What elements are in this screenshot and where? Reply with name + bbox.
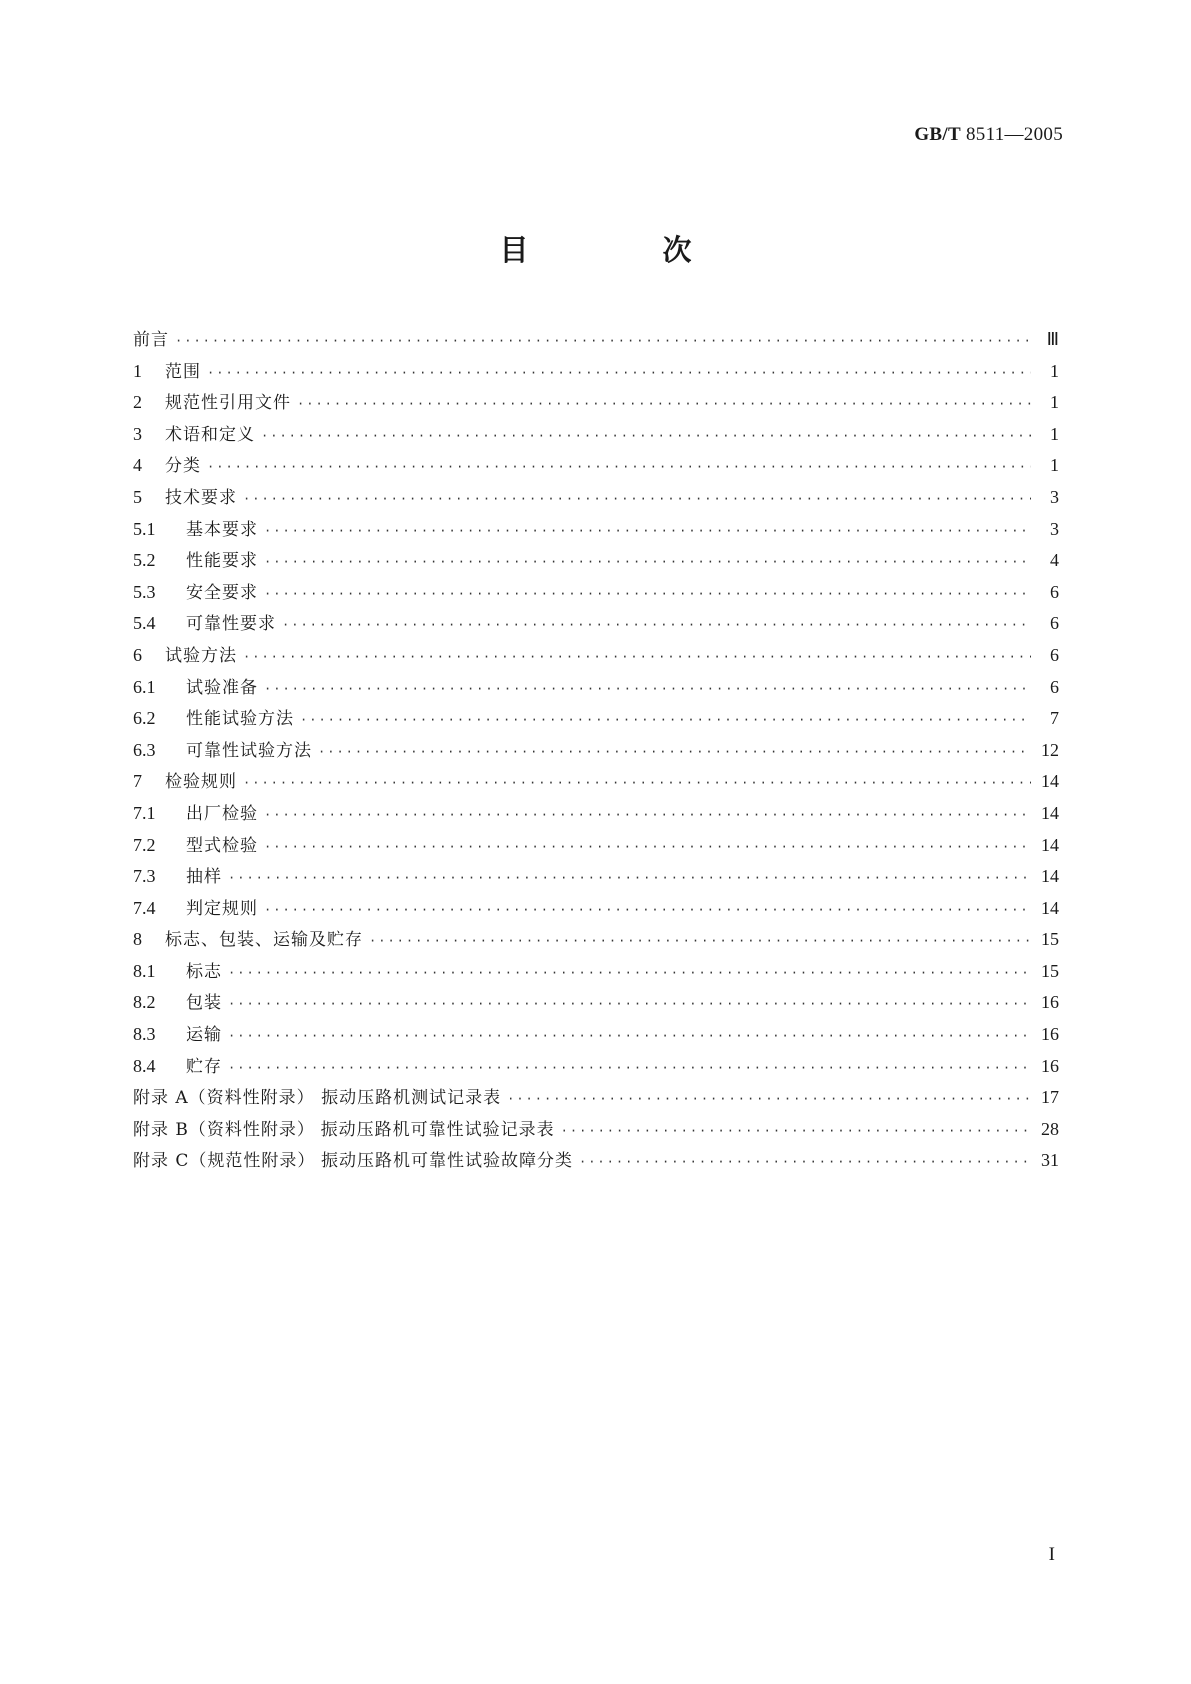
toc-dot-leader (264, 550, 1031, 574)
toc-dot-leader (318, 740, 1031, 764)
toc-entry-page: 1 (1050, 360, 1059, 381)
toc-entry-label: 前言 (133, 330, 169, 350)
toc-entry-appendix-title: 振动压路机可靠性试验记录表 (320, 1119, 555, 1140)
toc-entry-label: 安全要求 (186, 582, 258, 603)
toc-dot-leader (243, 645, 1031, 669)
toc-entry-number: 8.1 (133, 960, 156, 981)
toc-entry[interactable] (133, 485, 1059, 517)
toc-dot-leader (228, 1056, 1031, 1080)
standard-code (914, 124, 1063, 146)
toc-entry-number: 1 (133, 360, 142, 381)
toc-entry-label: 型式检验 (186, 835, 258, 856)
toc-entry-number: 6.1 (133, 676, 156, 697)
toc-entry-number: 5.2 (133, 550, 156, 571)
toc-dot-leader (282, 613, 1031, 637)
toc-entry-page: 14 (1041, 771, 1059, 792)
toc-dot-leader (369, 929, 1031, 953)
toc-entry-number: 5.3 (133, 581, 156, 602)
toc-dot-leader (228, 961, 1031, 985)
toc-entry[interactable] (133, 580, 1059, 612)
toc-entry-page: 16 (1041, 992, 1059, 1013)
toc-entry[interactable] (133, 738, 1059, 770)
toc-dot-leader (228, 866, 1031, 890)
toc-dot-leader (261, 424, 1031, 448)
toc-entry[interactable] (133, 548, 1059, 580)
toc-entry-label: 范围 (165, 361, 201, 382)
toc-entry-page: 14 (1041, 897, 1059, 918)
toc-entry-label: 可靠性试验方法 (186, 740, 312, 761)
toc-entry-label: 分类 (165, 456, 201, 477)
toc-entry-number: 8.4 (133, 1055, 156, 1076)
toc-entry-page: 14 (1041, 802, 1059, 823)
toc-entry[interactable] (133, 327, 1059, 359)
toc-entry-label: 附录 B（资料性附录） (133, 1119, 315, 1140)
toc-entry-appendix-title: 振动压路机可靠性试验故障分类 (320, 1151, 573, 1172)
toc-entry-label: 附录 A（资料性附录） (133, 1088, 315, 1109)
toc-entry-page: 16 (1041, 1024, 1059, 1045)
toc-entry-page: 12 (1041, 739, 1059, 760)
toc-entry-page: 1 (1050, 455, 1059, 476)
toc-entry[interactable] (133, 833, 1059, 865)
toc-entry-number: 7.4 (133, 897, 156, 918)
toc-dot-leader (297, 392, 1031, 416)
toc-entry-page: 31 (1041, 1150, 1059, 1171)
toc-entry[interactable] (133, 422, 1059, 454)
toc-dot-leader (264, 582, 1031, 606)
toc-title: 目 次 (499, 233, 754, 267)
toc-entry-label: 可靠性要求 (186, 614, 276, 635)
toc-entry-page: 6 (1050, 676, 1059, 697)
toc-entry[interactable] (133, 959, 1059, 991)
standard-number: 8511—2005 (966, 124, 1063, 145)
toc-entry-number: 8.2 (133, 992, 156, 1013)
toc-entry-number: 7.1 (133, 802, 156, 823)
toc-entry-label: 规范性引用文件 (165, 393, 291, 414)
toc-entry-label: 贮存 (186, 1056, 222, 1077)
toc-entry-number: 3 (133, 423, 142, 444)
toc-entry[interactable] (133, 611, 1059, 643)
toc-entry[interactable] (133, 1117, 1059, 1149)
toc-entry-label: 基本要求 (186, 519, 258, 540)
toc-entry-label: 包装 (186, 993, 222, 1014)
toc-entry-number: 5.4 (133, 613, 156, 634)
toc-entry-page: 16 (1041, 1055, 1059, 1076)
toc-entry-number: 5.1 (133, 518, 156, 539)
page-number: I (1048, 1544, 1055, 1565)
toc-entry[interactable] (133, 1085, 1059, 1117)
toc-dot-leader (228, 992, 1031, 1016)
toc-entry-page: 3 (1050, 518, 1059, 539)
toc-dot-leader (300, 708, 1031, 732)
toc-entry[interactable] (133, 706, 1059, 738)
toc-entry[interactable] (133, 927, 1059, 959)
toc-dot-leader (207, 455, 1031, 479)
toc-entry[interactable] (133, 769, 1059, 801)
toc-dot-leader (264, 898, 1031, 922)
toc-entry-page: 3 (1050, 486, 1059, 507)
toc-entry-number: 7 (133, 771, 142, 792)
toc-entry-number: 8 (133, 929, 142, 950)
toc-dot-leader (507, 1087, 1031, 1111)
toc-entry-page: Ⅲ (1046, 329, 1059, 349)
toc-entry[interactable] (133, 801, 1059, 833)
toc-entry-page: 15 (1041, 960, 1059, 981)
toc-dot-leader (264, 519, 1031, 543)
toc-dot-leader (228, 1024, 1031, 1048)
toc-entry[interactable] (133, 990, 1059, 1022)
toc-entry-number: 7.3 (133, 866, 156, 887)
toc-entry-label: 性能要求 (186, 551, 258, 572)
toc-entry-number: 5 (133, 486, 142, 507)
toc-entry-label: 标志、包装、运输及贮存 (165, 930, 363, 951)
toc-entry-label: 试验准备 (186, 677, 258, 698)
toc-entry-number: 7.2 (133, 834, 156, 855)
toc-entry[interactable] (133, 1022, 1059, 1054)
toc-dot-leader (243, 487, 1031, 511)
toc-entry-label: 运输 (186, 1025, 222, 1046)
toc-entry-label: 出厂检验 (186, 803, 258, 824)
toc-entry-page: 28 (1041, 1118, 1059, 1139)
toc-entry-label: 性能试验方法 (186, 709, 294, 730)
toc-entry-page: 7 (1050, 708, 1059, 729)
toc-entry-number: 2 (133, 392, 142, 413)
table-of-contents (133, 327, 1059, 1180)
toc-entry-label: 标志 (186, 961, 222, 982)
toc-entry-page: 14 (1041, 866, 1059, 887)
toc-entry[interactable] (133, 517, 1059, 549)
toc-entry-label: 判定规则 (186, 898, 258, 919)
toc-entry-label: 术语和定义 (165, 424, 255, 445)
toc-entry[interactable] (133, 1054, 1059, 1086)
toc-entry-number: 8.3 (133, 1024, 156, 1045)
toc-entry[interactable] (133, 453, 1059, 485)
toc-entry-label: 试验方法 (165, 645, 237, 666)
toc-entry-label: 附录 C（规范性附录） (133, 1151, 316, 1172)
standard-prefix: GB/T (914, 124, 961, 145)
toc-entry[interactable] (133, 864, 1059, 896)
toc-entry-page: 6 (1050, 581, 1059, 602)
toc-entry-number: 6 (133, 644, 142, 665)
toc-entry-number: 6.3 (133, 739, 156, 760)
toc-entry[interactable] (133, 896, 1059, 928)
toc-dot-leader (561, 1119, 1031, 1143)
toc-dot-leader (207, 361, 1031, 385)
toc-dot-leader (243, 771, 1031, 795)
toc-entry-label: 技术要求 (165, 487, 237, 508)
toc-dot-leader (264, 835, 1031, 859)
toc-dot-leader (175, 329, 1031, 353)
toc-entry-page: 17 (1041, 1087, 1059, 1108)
toc-entry-page: 1 (1050, 392, 1059, 413)
toc-entry[interactable] (133, 675, 1059, 707)
toc-dot-leader (264, 677, 1031, 701)
toc-dot-leader (264, 803, 1031, 827)
toc-entry-number: 6.2 (133, 708, 156, 729)
toc-entry-number: 4 (133, 455, 142, 476)
toc-entry-page: 14 (1041, 834, 1059, 855)
toc-entry-page: 6 (1050, 644, 1059, 665)
toc-entry-page: 4 (1050, 550, 1059, 571)
toc-entry-page: 1 (1050, 423, 1059, 444)
toc-entry[interactable] (133, 390, 1059, 422)
toc-entry-label: 抽样 (186, 867, 222, 888)
toc-entry-page: 15 (1041, 929, 1059, 950)
toc-dot-leader (579, 1150, 1031, 1174)
toc-entry[interactable] (133, 643, 1059, 675)
toc-entry-label: 检验规则 (165, 772, 237, 793)
toc-entry-appendix-title: 振动压路机测试记录表 (321, 1088, 502, 1109)
toc-entry-page: 6 (1050, 613, 1059, 634)
toc-entry[interactable] (133, 359, 1059, 391)
toc-entry[interactable] (133, 1148, 1059, 1180)
